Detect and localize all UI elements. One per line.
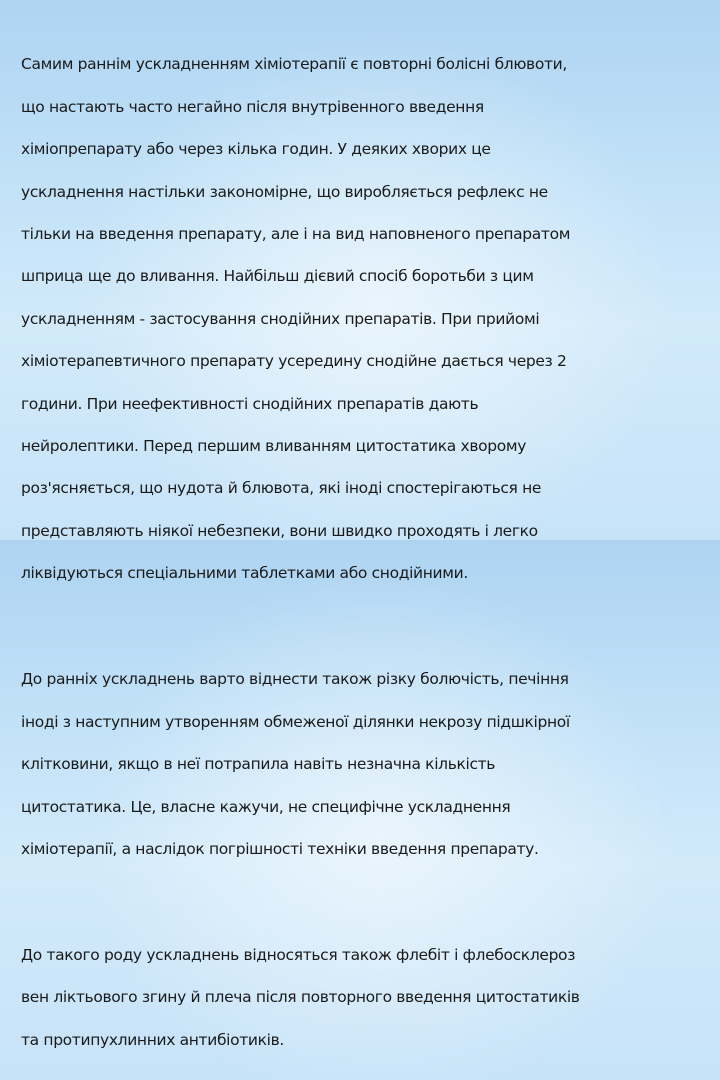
text-line: іноді з наступним утворенням обмеженої ділянки некрозу підшкірної [21, 712, 570, 731]
text-line: тільки на введення препарату, але і на вид наповненого препаратом [21, 225, 571, 244]
text-line: хіміопрепарату або через кілька годин. У деяких хворих це [21, 140, 491, 159]
text-line: ускладненням - застосування снодійних препаратів. При прийомі [21, 309, 540, 328]
text-line: шприца ще до вливання. Найбільш дієвий спосіб боротьби з цим [21, 267, 534, 286]
text-line: представляють ніякої небезпеки, вони швидко проходять і легко [21, 521, 538, 540]
text-line: ускладнення настільки закономірне, що виробляється рефлекс не [21, 182, 548, 201]
text-line: вен ліктьового згину й плеча після повторного введення цитостатиків [21, 988, 580, 1007]
text-line: До ранніх ускладнень варто віднести також різку болючість, печіння [21, 670, 569, 689]
paragraph-phlebitis [21, 924, 711, 1072]
text-line: хіміотерапевтичного препарату усередину снодійне дається через 2 [21, 352, 567, 371]
text-line: та протипухлинних антибіотиків. [21, 1030, 284, 1049]
text-line: До такого роду ускладнень відносяться також флебіт і флебосклероз [21, 945, 576, 964]
text-line: нейролептики. Перед першим вливанням цитостатика хворому [21, 437, 527, 456]
text-line: що настають часто негайно після внутрівенного введення [21, 97, 484, 116]
text-line: клітковини, якщо в неї потрапила навіть незначна кількість [21, 755, 496, 774]
body-text [21, 12, 711, 1080]
text-line: Самим раннім ускладненням хіміотерапії є повторні болісні блювоти, [21, 55, 567, 74]
paragraph-local-pain-necrosis [21, 648, 711, 881]
text-line: роз'ясняється, що нудота й блювота, які іноді спостерігаються не [21, 479, 542, 498]
paragraph-early-complications-vomiting [21, 33, 711, 605]
text-line: хіміотерапії, а наслідок погрішності техніки введення препарату. [21, 839, 539, 858]
text-line: години. При неефективності снодійних препаратів дають [21, 394, 479, 413]
text-line: цитостатика. Це, власне кажучи, не специфічне ускладнення [21, 797, 511, 816]
text-line: ліквідуються спеціальними таблетками або снодійними. [21, 564, 468, 583]
